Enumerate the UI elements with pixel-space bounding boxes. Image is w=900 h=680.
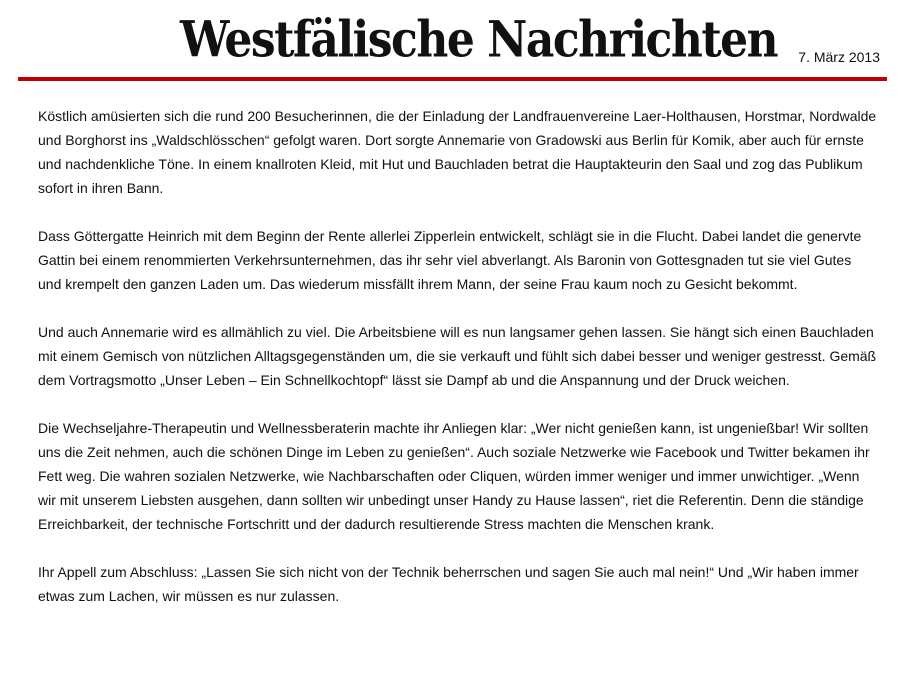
- paragraph: Die Wechseljahre-Therapeutin und Wellnessberaterin machte ihr Anliegen klar: „Wer nicht genießen kann, ist ungenießbar! Wir sollten uns die Zeit nehmen, auch die schönen Dinge im Leben zu genießen“. Auch soziale Netzwerke wie Facebook und Twitter bekamen ihr Fett weg. Die wahren sozialen Netzwerke, wie Nachbarschaften oder Cliquen, würden immer weniger und immer unwichtiger. „Wenn wir mit unserem Liebsten ausgehen, dann sollten wir unbedingt unser Handy zu Hause lassen“, riet die Referentin. Denn die ständige Erreichbarkeit, der technische Fortschritt und der dadurch resultierende Stress machten die Menschen krank.: [38, 420, 870, 532]
- article-body: [38, 104, 878, 632]
- masthead: [0, 0, 900, 84]
- masthead-divider: [18, 77, 887, 81]
- publication-date: 7. März 2013: [798, 49, 880, 65]
- paragraph: Ihr Appell zum Abschluss: „Lassen Sie sich nicht von der Technik beherrschen und sagen Sie auch mal nein!“ Und „Wir haben immer etwas zum Lachen, wir müssen es nur zulassen.: [38, 564, 859, 604]
- newspaper-title: Westfälische Nachrichten: [180, 11, 778, 69]
- paragraph: Dass Göttergatte Heinrich mit dem Beginn der Rente allerlei Zipperlein entwickelt, schlägt sie in die Flucht. Dabei landet die genervte Gattin bei einem renommierten Verkehrsunternehmen, das ihr sehr viel abverlangt. Als Baronin von Gottesgnaden tut sie viel Gutes und krempelt den ganzen Laden um. Das wiederum missfällt ihrem Mann, der seine Frau kaum noch zu Gesicht bekommt.: [38, 228, 862, 292]
- paragraph: Köstlich amüsierten sich die rund 200 Besucherinnen, die der Einladung der Landfrauenvereine Laer-Holthausen, Horstmar, Nordwalde und Borghorst ins „Waldschlösschen“ gefolgt waren. Dort sorgte Annemarie von Gradowski aus Berlin für Komik, aber auch für ernste und nachdenkliche Töne. In einem knallroten Kleid, mit Hut und Bauchladen betrat die Hauptakteurin den Saal und zog das Publikum sofort in ihren Bann.: [38, 108, 877, 196]
- paragraph: Und auch Annemarie wird es allmählich zu viel. Die Arbeitsbiene will es nun langsamer gehen lassen. Sie hängt sich einen Bauchladen mit einem Gemisch von nützlichen Alltagsgegenständen um, die sie verkauft und fühlt sich dabei besser und weniger gestresst. Gemäß dem Vortragsmotto „Unser Leben – Ein Schnellkochtopf“ lässt sie Dampf ab und die Anspannung und der Druck weichen.: [38, 324, 877, 388]
